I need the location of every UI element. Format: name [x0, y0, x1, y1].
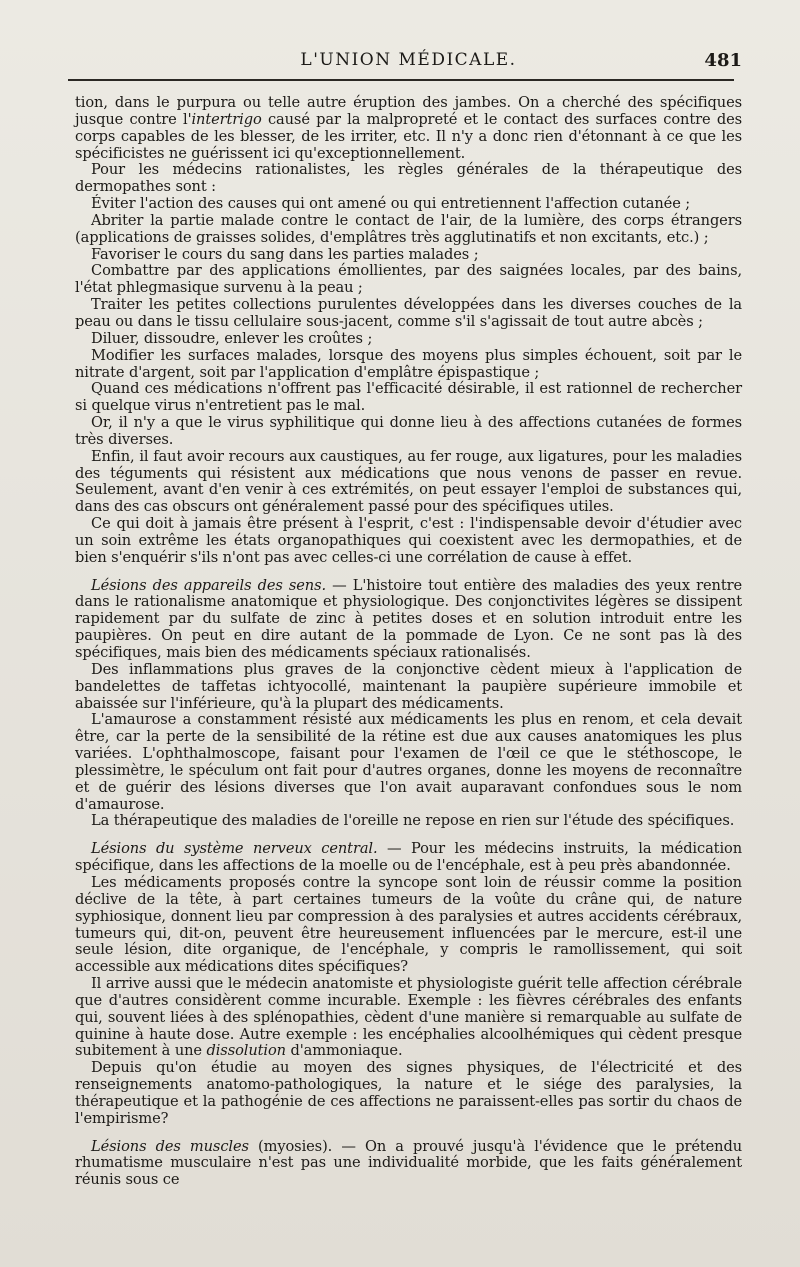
paragraph: Quand ces médications n'offrent pas l'efficacité désirable, il est rationnel de rechercher si quelque virus n'entretient pas le mal. [75, 380, 742, 415]
article-body [75, 95, 742, 1189]
running-header [75, 48, 742, 78]
section-lead: — Pour les médecins instruits, la médication spécifique, dans les affections de la moelle ou de l'encéphale, est à peu près abandonnée. [75, 840, 742, 875]
header-rule [68, 79, 734, 81]
paragraph: Modifier les surfaces malades, lorsque des moyens plus simples échouent, soit par le nitrate d'argent, soit par l'application d'emplâtre épispastique ; [75, 346, 742, 381]
paragraph: Or, il n'y a que le virus syphilitique qui donne lieu à des affections cutanées de formes très diverses. [75, 414, 742, 448]
paragraph: L'amaurose a constamment résisté aux médicaments les plus en renom, et cela devait être, car la perte de la sensibilité de la rétine est due aux causes anatomiques les plus variées. L'ophthalmoscope, faisant pour l'examen de l'œil ce que le stéthoscope, le plessimètre, le spéculum ont fait pour d'autres organes, donne les moyens de reconnaître et de guérir des lésions diverses que l'on avait auparavant confondues sous le nom d'amaurose. [75, 711, 742, 813]
paragraph [75, 976, 742, 1060]
paragraph: Ce qui doit à jamais être présent à l'esprit, c'est : l'indispensable devoir d'étudier avec un soin extrême les états organopathiques qui coexistent avec les dermopathies, et de bien s'enquérir s'ils n'ont pas avec celles-ci une corrélation de cause à effet. [75, 515, 742, 566]
section-heading: Lésions des muscles [91, 1137, 249, 1155]
paragraph: Traiter les petites collections purulentes développées dans les diverses couches de la peau ou dans le tissu cellulaire sous-jacent, comme s'il s'agissait de tout autre abcès ; [75, 296, 742, 330]
paragraph: Combattre par des applications émollientes, par des saignées locales, par des bains, l'état phlegmasique survenu à la peau ; [75, 262, 742, 297]
section-lead: (myosies). — On a prouvé jusqu'à l'évidence que le prétendu rhumatisme musculaire n'est pas une individualité morbide, que les faits généralement réunis sous ce [75, 1137, 742, 1189]
section-lead: — L'histoire tout entière des maladies des yeux rentre dans le rationalisme anatomique et physiologique. Des conjonctivites légères se dissipent rapidement par du sulfate de zinc à petites doses et en solution introduit entre les paupières. On peut en dire autant de la pommade de Lyon. Ce ne sont pas là des spécifiques, mais bien des médicaments spéciaux rationalisés. [75, 576, 742, 661]
italic-term: dissolution [206, 1042, 286, 1060]
italic-term: intertrigo [191, 110, 262, 128]
paragraph-text: d'ammoniaque. [285, 1042, 403, 1060]
section-sens [75, 578, 742, 662]
section-muscles [75, 1139, 742, 1190]
running-title: L'UNION MÉDICALE. [300, 50, 517, 70]
section-heading: Lésions des appareils des sens. [91, 576, 327, 594]
section-nerveux [75, 841, 742, 875]
paragraph: Diluer, dissoudre, enlever les croûtes ; [91, 329, 373, 347]
paragraph: Éviter l'action des causes qui ont amené ou qui entretiennent l'affection cutanée ; [91, 195, 691, 213]
paragraph: Des inflammations plus graves de la conjonctive cèdent mieux à l'application de bandelettes de taffetas ichtyocollé, maintenant la paupière supérieure immobile et abaissée sur l'inférieure, qu'à la plupart des médicaments. [75, 660, 742, 712]
paragraph: Les médicaments proposés contre la syncope sont loin de réussir comme la position déclive de la tête, à part certaines tumeurs de la voûte du crâne qui, de nature syphiosique, donnent lieu par compression à des paralysies et autres accidents cérébraux, tumeurs qui, dit-on, peuvent être heureusement influencées par le mercure, est-il une seule lésion, dite organique, de l'encéphale, y compris le ramollissement, qui soit accessible aux médications dites spécifiques? [75, 873, 742, 976]
paragraph: Enfin, il faut avoir recours aux caustiques, au fer rouge, aux ligatures, pour les maladies des téguments qui résistent aux médications que nous venons de passer en revue. Seulement, avant d'en venir à ces extrémités, on peut essayer l'emploi de substances qui, dans des cas obscurs ont généralement passé pour des spécifiques utiles. [75, 447, 742, 516]
paragraph: tion, dans le purpura ou telle autre éruption des jambes. On a cherché des spécifiques jusque contre l'intertrigo causé par la malpropreté et le contact des surfaces contre des corps capables de les blesser, de les irriter, etc. Il n'y a donc rien d'étonnant à ce que les spécificistes ne guérissent ici qu'exceptionnellement. [75, 94, 742, 162]
paragraph: Favoriser le cours du sang dans les parties malades ; [91, 245, 479, 263]
section-heading: Lésions du système nerveux central. [91, 840, 378, 858]
paragraph-text: Il arrive aussi que le médecin anatomiste et physiologiste guérit telle affection cérébrale que d'autres considèrent comme incurable. Exemple : les fièvres cérébrales des enfants qui, souvent liées à des splénopathies, cèdent d'une manière si remarquable au sulfate de quinine à haute dose. Autre exemple : les encéphalies alcoolhémiques qui cèdent presque subitement à une [75, 975, 742, 1060]
paragraph: La thérapeutique des maladies de l'oreille ne repose en rien sur l'étude des spécifiques. [91, 812, 735, 830]
page-number: 481 [704, 50, 742, 71]
paragraph: Pour les médecins rationalistes, les règles générales de la thérapeutique des dermopathes sont : [75, 161, 742, 196]
paragraph: Depuis qu'on étudie au moyen des signes physiques, de l'électricité et des renseignements anatomo-pathologiques, la nature et le siége des paralysies, la thérapeutique et la pathogénie de ces affections ne paraissent-elles pas sortir du chaos de l'empirisme? [75, 1059, 742, 1127]
paragraph: Abriter la partie malade contre le contact de l'air, de la lumière, des corps étrangers (applications de graisses solides, d'emplâtres très agglutinatifs et non excitants, etc.) ; [75, 211, 742, 246]
